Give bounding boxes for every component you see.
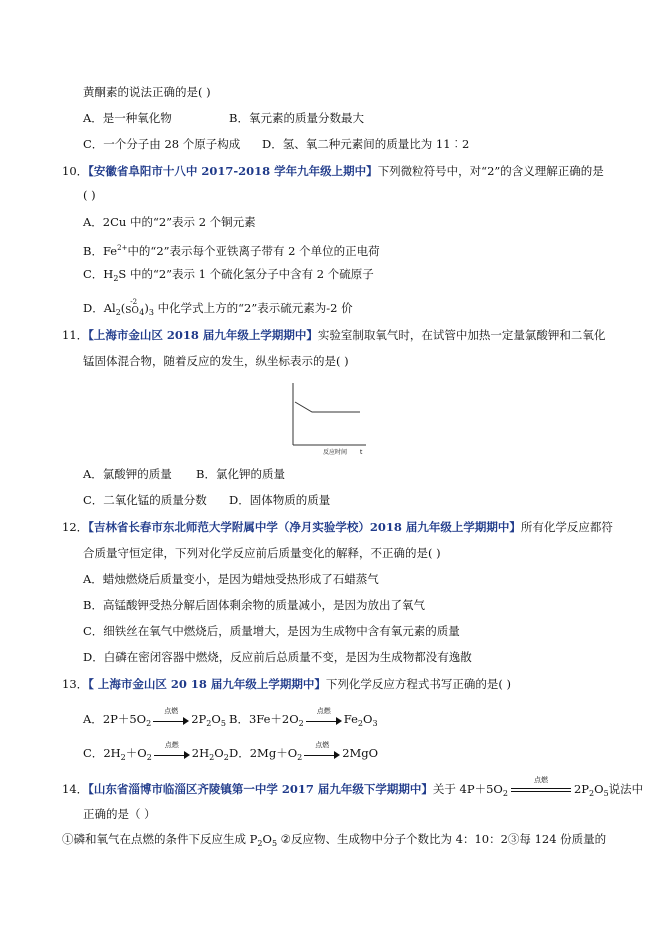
q10-option-d[interactable] (83, 300, 353, 321)
q11-option-c[interactable]: C．二氧化锰的质量分数 (83, 493, 207, 507)
graph-curve (295, 402, 360, 412)
statement-text: ②反应物、生成物中分子个数比为 4：10：2③每 124 份质量的 (277, 832, 607, 846)
products: 2P (573, 782, 590, 796)
products: O (214, 746, 224, 760)
reactants: 3Fe＋2O (248, 712, 299, 726)
question-source: 【安徽省阜阳市十八中 2017-2018 学年九年级上期中】 (88, 164, 378, 178)
q13-option-c[interactable] (83, 741, 229, 766)
reaction-condition: 点燃 (316, 707, 331, 715)
superscript: 2+ (117, 244, 128, 252)
statement-text: ①磷和氧气在点燃的条件下反应生成 P (62, 832, 258, 846)
q12-stem-line2: 合质量守恒定律，下列对化学反应前后质量变化的解释，不正确的是( ) (83, 546, 441, 560)
q12-option-a[interactable]: A．蜡烛燃烧后质量变小，是因为蜡烛受热形成了石蜡蒸气 (83, 572, 379, 586)
option-text: B．Fe (83, 244, 118, 258)
q10-option-b[interactable] (83, 240, 380, 259)
subscript: 2 (209, 753, 215, 762)
reaction-arrow (306, 707, 342, 727)
reaction-condition: 点燃 (164, 707, 179, 715)
option-text: S 中的“2”表示 1 个硫化氢分子中含有 2 个硫原子 (118, 267, 374, 281)
products: 2MgO (342, 746, 379, 760)
reaction-equals-sign (511, 776, 571, 798)
products: Fe (343, 712, 358, 726)
subscript: 2 (120, 753, 126, 762)
graph-t-label: t (360, 449, 363, 456)
reaction-condition: 点燃 (533, 776, 548, 784)
q13-option-a[interactable] (83, 707, 226, 732)
q12-header (62, 519, 613, 535)
option-text: ) (144, 301, 149, 315)
q12-option-b[interactable]: B．高锰酸钾受热分解后固体剩余物的质量减小，是因为放出了氧气 (83, 598, 425, 612)
subscript: 2 (115, 308, 121, 317)
question-stem: 关于 4P＋5O (432, 782, 503, 796)
reactants: 2H (103, 746, 121, 760)
question-stem: 下列化学反应方程式书写正确的是( ) (325, 677, 512, 691)
q11-graph (290, 380, 370, 456)
subscript: 2 (297, 753, 303, 762)
question-number: 12． (62, 520, 89, 534)
subscript: 4 (139, 308, 145, 317)
reactants: 2Mg＋O (249, 746, 298, 760)
question-stem: 所有化学反应都符 (520, 520, 613, 534)
q9-option-b[interactable]: B．氧元素的质量分数最大 (229, 111, 364, 125)
option-letter: C． (83, 746, 104, 760)
q11-option-d[interactable]: D．固体物质的质量 (229, 493, 331, 507)
reaction-condition: 点燃 (164, 741, 179, 749)
question-number: 11． (62, 328, 89, 342)
q9-option-a[interactable]: A．是一种氧化物 (83, 111, 172, 125)
option-text: ( (120, 301, 126, 315)
reaction-arrow (154, 741, 190, 761)
q10-header (62, 163, 604, 179)
q9-option-d[interactable]: D．氢、氧二种元素间的质量比为 11︰2 (262, 137, 470, 151)
products: 2H (191, 746, 210, 760)
q13-option-b[interactable] (229, 707, 378, 732)
valence-mark: -2 (130, 298, 138, 306)
q9-option-c[interactable]: C．一个分子由 28 个原子构成 (83, 137, 241, 151)
subscript: 2 (113, 274, 119, 283)
products: O (211, 712, 221, 726)
subscript: 2 (589, 789, 595, 798)
q9-stem-continued: 黄酮素的说法正确的是( ) (83, 85, 211, 99)
q11-option-a[interactable]: A．氯酸钾的质量 (83, 467, 172, 481)
question-stem: 实验室制取氧气时，在试管中加热一定量氯酸钾和二氧化 (317, 328, 606, 342)
q14-statements: ①磷和氧气在点燃的条件下反应生成 $P_2O_5$ ②反应物、生成物中分子个数比为 4：10：2③每 124 份质量的 (62, 832, 607, 848)
question-stem: 说法中 (608, 782, 644, 796)
q11-header (62, 327, 605, 343)
q14-header: 14．【山东省淄博市临淄区齐陵镇第一中学 2017 届九年级下学期期中】关于 $4P+5O_2$ 点燃 $2P_2O_5$说法中 (62, 776, 644, 798)
subscript: 2 (257, 839, 263, 848)
subscript: 5 (220, 719, 226, 728)
question-source: 【山东省淄博市临淄区齐陵镇第一中学 2017 届九年级下学期期中】 (88, 782, 433, 796)
option-text: C．H (83, 267, 114, 281)
subscript: 3 (148, 308, 154, 317)
q13-option-d[interactable] (229, 741, 379, 766)
q14-stem-line2: 正确的是（ ） (83, 807, 156, 821)
subscript: 2 (146, 753, 152, 762)
subscript: 5 (603, 789, 609, 798)
option-letter: D． (229, 746, 250, 760)
q11-stem-line2: 锰固体混合物，随着反应的发生，纵坐标表示的是( ) (83, 354, 349, 368)
question-source: 【 上海市金山区 20 18 届九年级上学期期中】 (88, 677, 326, 691)
reactants: ＋O (125, 746, 147, 760)
option-letter: A． (83, 712, 103, 726)
subscript: 2 (223, 753, 229, 762)
subscript: 2 (502, 789, 508, 798)
subscript: 5 (271, 839, 278, 848)
subscript: 2 (298, 719, 304, 728)
question-number: 10． (62, 164, 89, 178)
q12-option-d[interactable]: D．白磷在密闭容器中燃烧，反应前后总质量不变，是因为生成物都没有逸散 (83, 650, 472, 664)
q10-option-a[interactable]: A．2Cu 中的“2”表示 2 个铜元素 (83, 215, 256, 229)
subscript: 2 (206, 719, 212, 728)
reaction-arrow (304, 741, 340, 761)
option-text: 中化学式上方的“2”表示硫元素为-2 价 (153, 301, 353, 315)
q13-header (62, 676, 511, 692)
question-number: 14． (62, 782, 89, 796)
products: 2P (191, 712, 207, 726)
products: O (363, 712, 373, 726)
question-source: 【上海市金山区 2018 届九年级上学期期中】 (88, 328, 318, 342)
q10-option-c[interactable] (83, 266, 374, 287)
question-number: 13． (62, 677, 89, 691)
question-source: 【吉林省长春市东北师范大学附属中学（净月实验学校）2018 届九年级上学期期中】 (88, 520, 521, 534)
subscript: 2 (146, 719, 152, 728)
option-text: D．Al (83, 301, 116, 315)
reaction-condition: 点燃 (315, 741, 330, 749)
q10-answer-paren: ( ) (83, 188, 96, 202)
ion-symbol: SO (125, 306, 139, 316)
q12-option-c[interactable]: C．细铁丝在氧气中燃烧后，质量增大，是因为生成物中含有氧元素的质量 (83, 624, 460, 638)
subscript: 2 (357, 719, 364, 728)
graph-x-label: 反应时间 (323, 449, 348, 456)
question-stem: 下列微粒符号中，对“2”的含义理解正确的是 (377, 164, 604, 178)
reactants: 2P＋5O (102, 712, 147, 726)
q11-option-b[interactable]: B．氯化钾的质量 (196, 467, 285, 481)
option-text: 中的“2”表示每个亚铁离子带有 2 个单位的正电荷 (127, 244, 380, 258)
subscript: 3 (372, 719, 378, 728)
reaction-arrow (153, 707, 189, 727)
option-letter: B． (229, 712, 249, 726)
valence-notation (125, 298, 139, 316)
